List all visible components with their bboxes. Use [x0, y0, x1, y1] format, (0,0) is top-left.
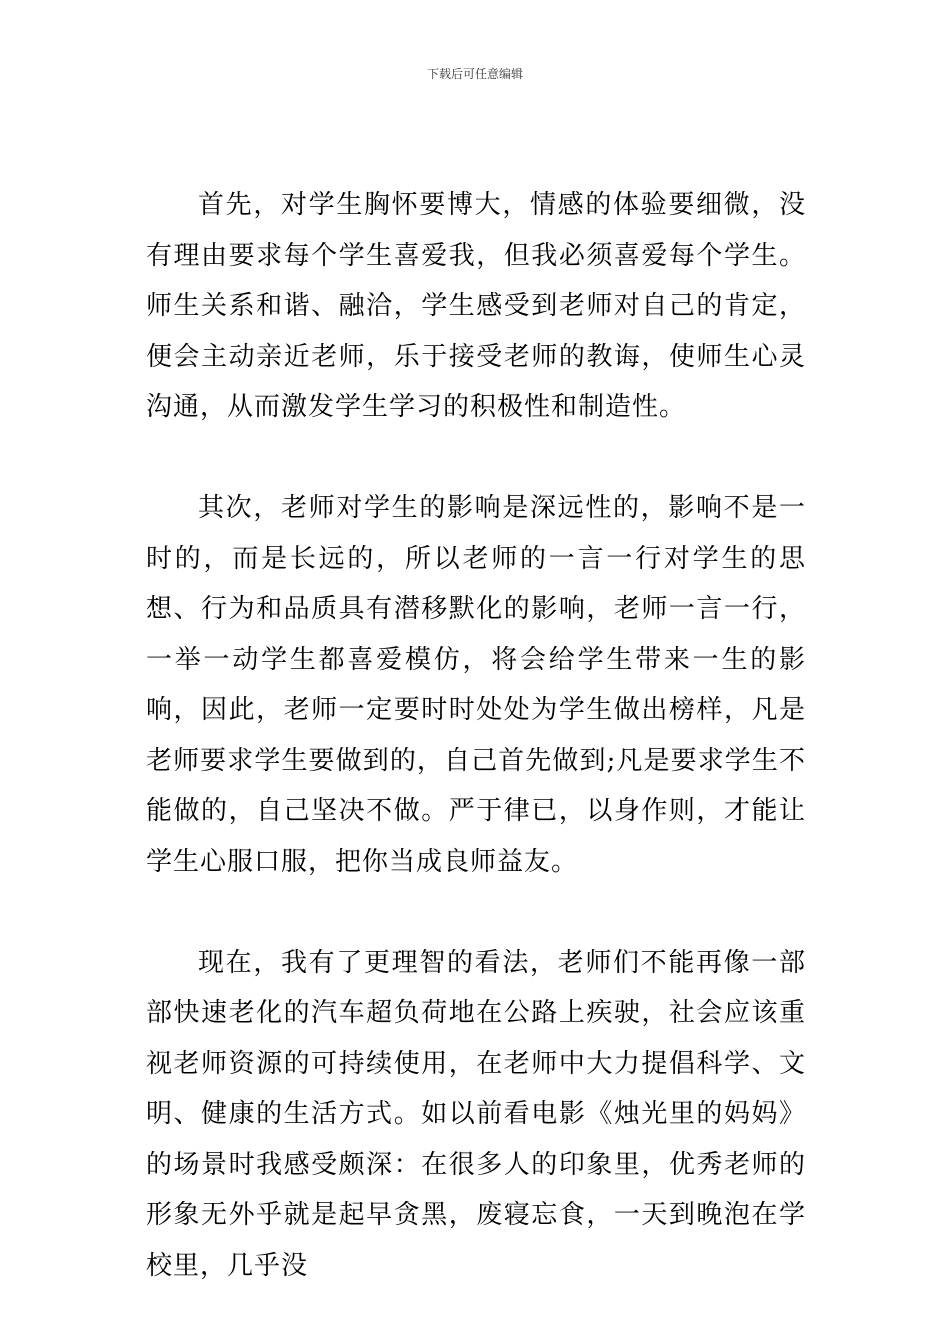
page-header: 下载后可任意编辑 — [426, 67, 523, 81]
paragraph-1: 首先，对学生胸怀要博大，情感的体验要细微，没有理由要求每个学生喜爱我，但我必须喜爱每个学生。师生关系和谐、融洽，学生感受到老师对自己的肯定，便会主动亲近老师，乐于接受老师的教诲，使师生心灵沟通，从而激发学生学习的积极性和制造性。 — [146, 190, 806, 422]
paragraph-3: 现在，我有了更理智的看法，老师们不能再像一部部快速老化的汽车超负荷地在公路上疾驶，社会应该重视老师资源的可持续使用，在老师中大力提倡科学、文明、健康的生活方式。如以前看电影《烛光里的妈妈》的场景时我感受颇深：在很多人的印象里，优秀老师的形象无外乎就是起早贪黑，废寝忘食，一天到晚泡在学校里，几乎没 — [146, 947, 806, 1281]
document-body — [146, 180, 806, 1291]
paragraph-2: 其次，老师对学生的影响是深远性的，影响不是一时的，而是长远的，所以老师的一言一行对学生的思想、行为和品质具有潜移默化的影响，老师一言一行，一举一动学生都喜爱模仿，将会给学生带来一生的影响，因此，老师一定要时时处处为学生做出榜样，凡是老师要求学生要做到的，自己首先做到;凡是要求学生不能做的，自己坚决不做。严于律已，以身作则，才能让学生心服口服，把你当成良师益友。 — [146, 493, 806, 877]
